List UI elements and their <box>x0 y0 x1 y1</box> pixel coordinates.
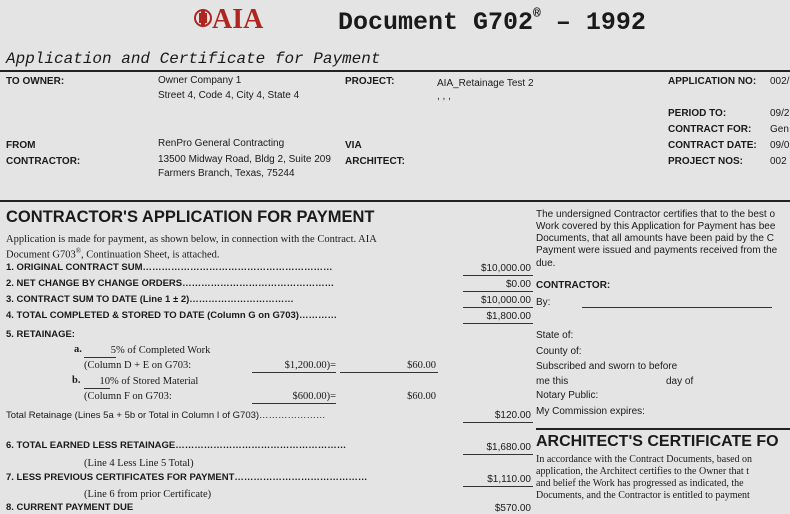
line2-label: 2. NET CHANGE BY CHANGE ORDERS………………………………………… <box>6 278 335 289</box>
retainage-a-percent: 5 <box>110 345 116 356</box>
contract-for-value: Gen <box>770 124 789 135</box>
retainage-a-text: % of Completed Work <box>116 345 211 356</box>
line4-value: $1,800.00 <box>486 311 531 322</box>
owner-line2: Street 4, Code 4, City 4, State 4 <box>158 90 300 101</box>
line6-label: 6. TOTAL EARNED LESS RETAINAGE……………………………………………… <box>6 440 347 451</box>
retainage-b-base-underline <box>252 403 336 404</box>
contractor-addr1: 13500 Midway Road, Bldg 2, Suite 209 <box>158 154 331 165</box>
architect-certificate-heading: ARCHITECT'S CERTIFICATE FO <box>536 433 779 450</box>
via-label: VIA <box>345 140 362 151</box>
certification-text-4: Payment were issued and payments received from the <box>536 245 778 256</box>
aia-logo <box>194 4 263 36</box>
retainage-a-base: $1,200.00)= <box>284 360 336 371</box>
certification-text-2: Work covered by this Application for Payment has bee <box>536 221 776 232</box>
retainage-b-percent: 10 <box>99 376 110 387</box>
state-of-label: State of: <box>536 330 574 341</box>
architect-label: ARCHITECT: <box>345 156 405 167</box>
application-no-label: APPLICATION NO: <box>668 76 757 87</box>
line6-underline <box>463 454 533 455</box>
application-intro-2: Document G703®, Continuation Sheet, is attached. <box>6 247 220 261</box>
project-line2: , , , <box>437 91 451 102</box>
certification-contractor-label: CONTRACTOR: <box>536 280 611 291</box>
section-rule <box>0 200 790 202</box>
line6-value: $1,680.00 <box>486 442 531 453</box>
line8-label: 8. CURRENT PAYMENT DUE <box>6 502 134 513</box>
architect-text-4: Documents, and the Contractor is entitled to payment <box>536 490 750 501</box>
notary-label: Notary Public: <box>536 390 599 401</box>
line2-value: $0.00 <box>505 279 531 290</box>
certification-text-1: The undersigned Contractor certifies that to the best o <box>536 209 776 220</box>
contract-date-value: 09/0 <box>770 140 790 151</box>
project-line1: AIA_Retainage Test 2 <box>437 78 534 89</box>
line3-underline <box>463 307 533 308</box>
certification-text-3: Documents, that all amounts have been paid by the C <box>536 233 774 244</box>
retainage-b-column: (Column F on G703: <box>84 391 172 402</box>
retainage-b-amount: $60.00 <box>407 391 436 402</box>
line7-value: $1,110.00 <box>487 474 531 485</box>
architect-text-1: In accordance with the Contract Documents, based on <box>536 454 753 465</box>
retainage-a-amount-underline <box>340 372 438 373</box>
county-of-label: County of: <box>536 346 582 357</box>
contract-date-label: CONTRACT DATE: <box>668 140 757 151</box>
to-owner-label: TO OWNER: <box>6 76 65 87</box>
document-subtitle: Application and Certificate for Payment <box>6 50 381 68</box>
retainage-a-letter: a. <box>74 344 82 355</box>
retainage-a-base-underline <box>252 372 336 373</box>
architect-rule <box>536 428 790 430</box>
line3-label: 3. CONTRACT SUM TO DATE (Line 1 ± 2)…………………………… <box>6 294 294 305</box>
subscribed-label: Subscribed and sworn to before <box>536 361 678 372</box>
signature-line[interactable] <box>582 307 772 308</box>
line1-value: $10,000.00 <box>480 263 531 274</box>
contractor-label: CONTRACTOR: <box>6 156 81 167</box>
aia-logo-text: AIA <box>212 4 264 35</box>
line1-underline <box>463 275 533 276</box>
retainage-b-letter: b. <box>72 375 81 386</box>
retainage-a-amount: $60.00 <box>407 360 436 371</box>
line4-underline <box>463 323 533 324</box>
total-retainage-underline <box>463 422 533 423</box>
line5-label: 5. RETAINAGE: <box>6 329 75 340</box>
application-no-value: 002/ <box>770 76 790 87</box>
retainage-a-column: (Column D + E on G703: <box>84 360 192 371</box>
owner-line1: Owner Company 1 <box>158 75 242 86</box>
from-label: FROM <box>6 140 36 151</box>
line8-value: $570.00 <box>494 503 531 514</box>
architect-text-2: application, the Architect certifies to the Owner that t <box>536 466 749 477</box>
project-label: PROJECT: <box>345 76 395 87</box>
line3-value: $10,000.00 <box>480 295 531 306</box>
me-this-label: me this <box>536 376 569 387</box>
line2-underline <box>463 291 533 292</box>
retainage-b-base: $600.00)= <box>292 391 336 402</box>
contractor-addr2: Farmers Branch, Texas, 75244 <box>158 168 295 179</box>
line7-label: 7. LESS PREVIOUS CERTIFICATES FOR PAYMENT…………………………………… <box>6 472 368 483</box>
application-heading: CONTRACTOR'S APPLICATION FOR PAYMENT <box>6 208 375 226</box>
total-retainage-label: Total Retainage (Lines 5a + 5b or Total in Column I of G703)………………… <box>6 410 326 421</box>
line7-underline <box>463 486 533 487</box>
application-intro-1: Application is made for payment, as shown below, in connection with the Contract. AIA <box>6 234 377 245</box>
retainage-b-text: % of Stored Material <box>110 376 199 387</box>
contractor-name: RenPro General Contracting <box>158 138 285 149</box>
retainage-b-percent-underline <box>84 388 110 389</box>
architect-text-3: and belief the Work has progressed as indicated, the <box>536 478 744 489</box>
line4-label: 4. TOTAL COMPLETED & STORED TO DATE (Column G on G703)………… <box>6 310 337 321</box>
document-title: Document G702® – 1992 <box>338 6 646 37</box>
day-of-label: day of <box>666 376 694 387</box>
header-rule <box>0 70 790 72</box>
line7-note: (Line 6 from prior Certificate) <box>84 489 212 500</box>
contract-for-label: CONTRACT FOR: <box>668 124 752 135</box>
project-nos-label: PROJECT NOS: <box>668 156 744 167</box>
total-retainage-value: $120.00 <box>494 410 531 421</box>
retainage-a-percent-underline <box>84 357 116 358</box>
line1-label: 1. ORIGINAL CONTRACT SUM…………………………………………………… <box>6 262 333 273</box>
project-nos-value: 002 <box>770 156 787 167</box>
certification-by-label: By: <box>536 297 551 308</box>
commission-label: My Commission expires: <box>536 406 645 417</box>
period-to-value: 09/2 <box>770 108 790 119</box>
aia-seal-icon <box>194 6 212 30</box>
line6-note: (Line 4 Less Line 5 Total) <box>84 458 194 469</box>
period-to-label: PERIOD TO: <box>668 108 727 119</box>
certification-text-5: due. <box>536 258 556 269</box>
